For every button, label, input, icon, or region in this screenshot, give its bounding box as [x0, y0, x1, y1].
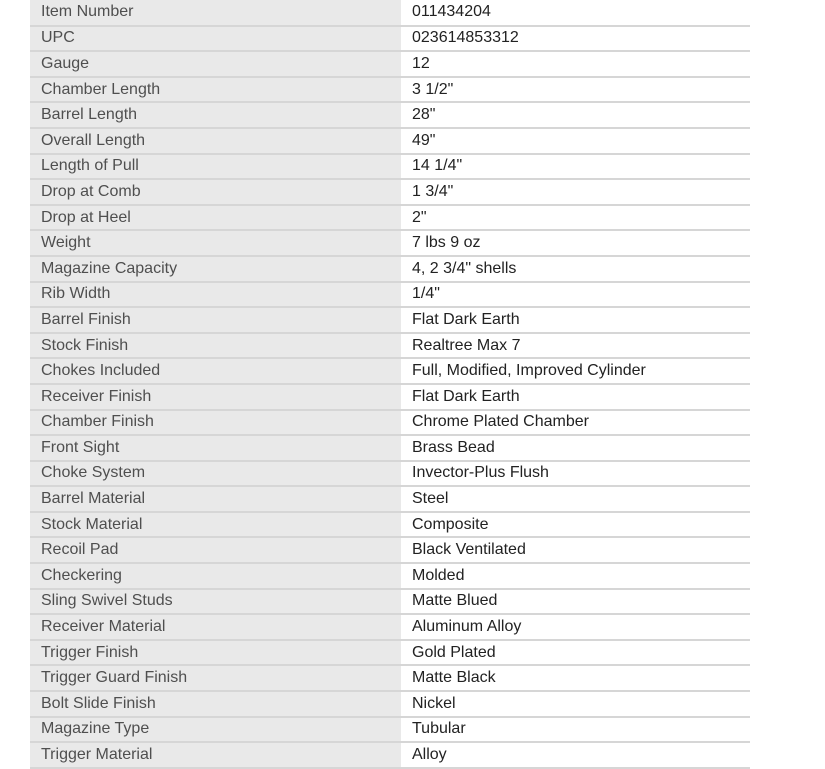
spec-value: 3 1/2"	[401, 77, 750, 103]
spec-value: Molded	[401, 563, 750, 589]
spec-label: Weight	[30, 230, 401, 256]
spec-row	[30, 26, 750, 52]
spec-label: Barrel Material	[30, 486, 401, 512]
spec-value: 023614853312	[401, 26, 750, 52]
spec-label: Chokes Included	[30, 358, 401, 384]
spec-value: 49"	[401, 128, 750, 154]
spec-row	[30, 410, 750, 436]
spec-label: Drop at Comb	[30, 179, 401, 205]
spec-value: Composite	[401, 512, 750, 538]
spec-row	[30, 691, 750, 717]
spec-value: Matte Black	[401, 665, 750, 691]
spec-row	[30, 77, 750, 103]
spec-row	[30, 282, 750, 308]
spec-row	[30, 333, 750, 359]
spec-value: 7 lbs 9 oz	[401, 230, 750, 256]
spec-row	[30, 102, 750, 128]
spec-value: Black Ventilated	[401, 537, 750, 563]
spec-value: Nickel	[401, 691, 750, 717]
spec-value: Flat Dark Earth	[401, 384, 750, 410]
spec-value: Steel	[401, 486, 750, 512]
spec-row	[30, 51, 750, 77]
spec-label: Magazine Capacity	[30, 256, 401, 282]
spec-row	[30, 307, 750, 333]
specifications-table-body	[30, 0, 750, 768]
spec-value: Chrome Plated Chamber	[401, 410, 750, 436]
spec-value: Aluminum Alloy	[401, 614, 750, 640]
spec-row	[30, 128, 750, 154]
spec-label: UPC	[30, 26, 401, 52]
spec-row	[30, 230, 750, 256]
spec-label: Stock Finish	[30, 333, 401, 359]
spec-row	[30, 640, 750, 666]
spec-value: 28"	[401, 102, 750, 128]
spec-value: Full, Modified, Improved Cylinder	[401, 358, 750, 384]
spec-label: Checkering	[30, 563, 401, 589]
spec-row	[30, 154, 750, 180]
spec-row	[30, 614, 750, 640]
spec-value: 1/4"	[401, 282, 750, 308]
spec-row	[30, 0, 750, 26]
spec-label: Length of Pull	[30, 154, 401, 180]
spec-label: Overall Length	[30, 128, 401, 154]
spec-value: Gold Plated	[401, 640, 750, 666]
spec-row	[30, 486, 750, 512]
spec-label: Barrel Length	[30, 102, 401, 128]
spec-label: Receiver Finish	[30, 384, 401, 410]
specifications-table	[30, 0, 750, 769]
spec-label: Chamber Length	[30, 77, 401, 103]
spec-row	[30, 461, 750, 487]
spec-row	[30, 179, 750, 205]
spec-value: Alloy	[401, 742, 750, 768]
spec-value: 14 1/4"	[401, 154, 750, 180]
spec-value: Invector-Plus Flush	[401, 461, 750, 487]
spec-value: 12	[401, 51, 750, 77]
spec-value: 4, 2 3/4" shells	[401, 256, 750, 282]
spec-label: Magazine Type	[30, 717, 401, 743]
spec-label: Item Number	[30, 0, 401, 26]
spec-label: Barrel Finish	[30, 307, 401, 333]
spec-value: Tubular	[401, 717, 750, 743]
spec-label: Stock Material	[30, 512, 401, 538]
spec-value: 011434204	[401, 0, 750, 26]
spec-label: Trigger Finish	[30, 640, 401, 666]
spec-row	[30, 256, 750, 282]
spec-label: Choke System	[30, 461, 401, 487]
spec-label: Trigger Guard Finish	[30, 665, 401, 691]
spec-row	[30, 358, 750, 384]
spec-value: Flat Dark Earth	[401, 307, 750, 333]
spec-label: Recoil Pad	[30, 537, 401, 563]
spec-value: Brass Bead	[401, 435, 750, 461]
spec-row	[30, 665, 750, 691]
spec-row	[30, 537, 750, 563]
spec-row	[30, 563, 750, 589]
spec-row	[30, 205, 750, 231]
spec-value: 1 3/4"	[401, 179, 750, 205]
spec-label: Sling Swivel Studs	[30, 589, 401, 615]
spec-label: Receiver Material	[30, 614, 401, 640]
spec-value: 2"	[401, 205, 750, 231]
spec-row	[30, 589, 750, 615]
spec-row	[30, 512, 750, 538]
spec-row	[30, 717, 750, 743]
spec-row	[30, 742, 750, 768]
spec-row	[30, 384, 750, 410]
spec-label: Rib Width	[30, 282, 401, 308]
spec-label: Bolt Slide Finish	[30, 691, 401, 717]
spec-label: Chamber Finish	[30, 410, 401, 436]
spec-value: Matte Blued	[401, 589, 750, 615]
spec-label: Drop at Heel	[30, 205, 401, 231]
spec-value: Realtree Max 7	[401, 333, 750, 359]
spec-label: Front Sight	[30, 435, 401, 461]
spec-label: Gauge	[30, 51, 401, 77]
spec-row	[30, 435, 750, 461]
spec-label: Trigger Material	[30, 742, 401, 768]
